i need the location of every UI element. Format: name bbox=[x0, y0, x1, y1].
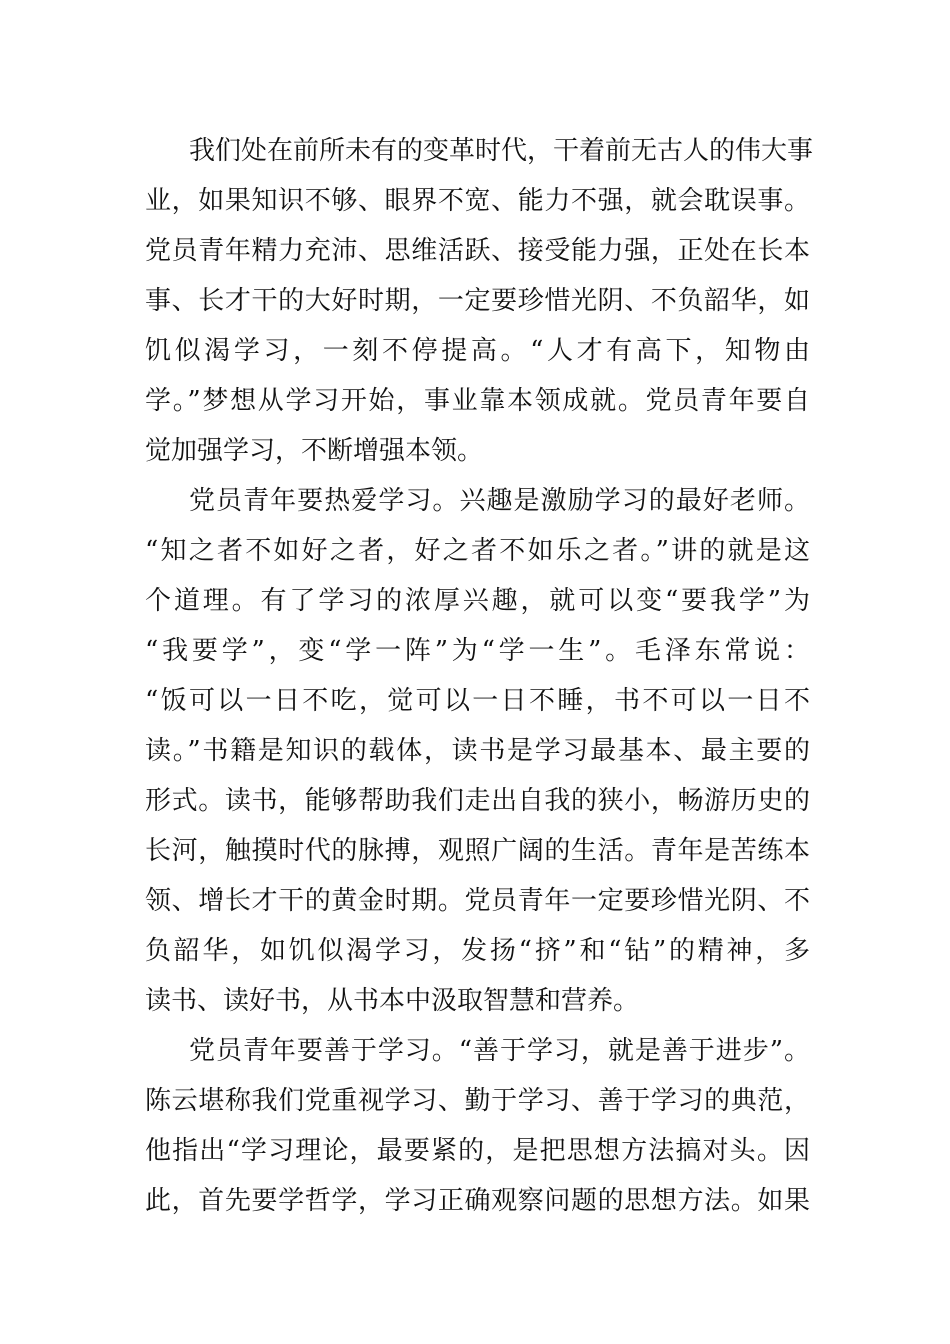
text-line: 事、长才干的大好时期，一定要珍惜光阴、不负韶华，如 bbox=[145, 286, 810, 316]
text-line: 负韶华，如饥似渴学习，发扬“挤”和“钻”的精神，多 bbox=[145, 936, 810, 966]
text-line: “我要学”，变“学一阵”为“学一生”。毛泽东常说： bbox=[145, 636, 810, 666]
text-line: 党员青年精力充沛、思维活跃、接受能力强，正处在长本 bbox=[145, 236, 810, 266]
text-line: 此，首先要学哲学，学习正确观察问题的思想方法。如果 bbox=[145, 1186, 810, 1216]
text-line: 他指出“学习理论，最要紧的，是把思想方法搞对头。因 bbox=[145, 1136, 810, 1166]
text-line: 领、增长才干的黄金时期。党员青年一定要珍惜光阴、不 bbox=[145, 886, 810, 916]
text-line: 学。”梦想从学习开始，事业靠本领成就。党员青年要自 bbox=[145, 386, 810, 416]
text-line: 党员青年要善于学习。“善于学习，就是善于进步”。 bbox=[189, 1036, 810, 1066]
text-line: 觉加强学习，不断增强本领。 bbox=[145, 436, 484, 466]
text-line: 形式。读书，能够帮助我们走出自我的狭小，畅游历史的 bbox=[145, 786, 810, 816]
text-line: “饭可以一日不吃，觉可以一日不睡，书不可以一日不 bbox=[145, 686, 810, 716]
text-line: 读。”书籍是知识的载体，读书是学习最基本、最主要的 bbox=[145, 736, 810, 766]
text-line: 陈云堪称我们党重视学习、勤于学习、善于学习的典范， bbox=[145, 1086, 810, 1116]
text-line: 我们处在前所未有的变革时代，干着前无古人的伟大事 bbox=[189, 136, 814, 166]
text-line: 读书、读好书，从书本中汲取智慧和营养。 bbox=[145, 986, 640, 1016]
text-line: 饥似渴学习，一刻不停提高。“人才有高下，知物由 bbox=[145, 336, 810, 366]
text-line: 业，如果知识不够、眼界不宽、能力不强，就会耽误事。 bbox=[145, 186, 810, 216]
text-line: “知之者不如好之者，好之者不如乐之者。”讲的就是这 bbox=[145, 536, 810, 566]
text-line: 个道理。有了学习的浓厚兴趣，就可以变“要我学”为 bbox=[145, 586, 810, 616]
body-text bbox=[145, 126, 814, 1226]
text-line: 长河，触摸时代的脉搏，观照广阔的生活。青年是苦练本 bbox=[145, 836, 810, 866]
text-line: 党员青年要热爱学习。兴趣是激励学习的最好老师。 bbox=[189, 486, 810, 516]
